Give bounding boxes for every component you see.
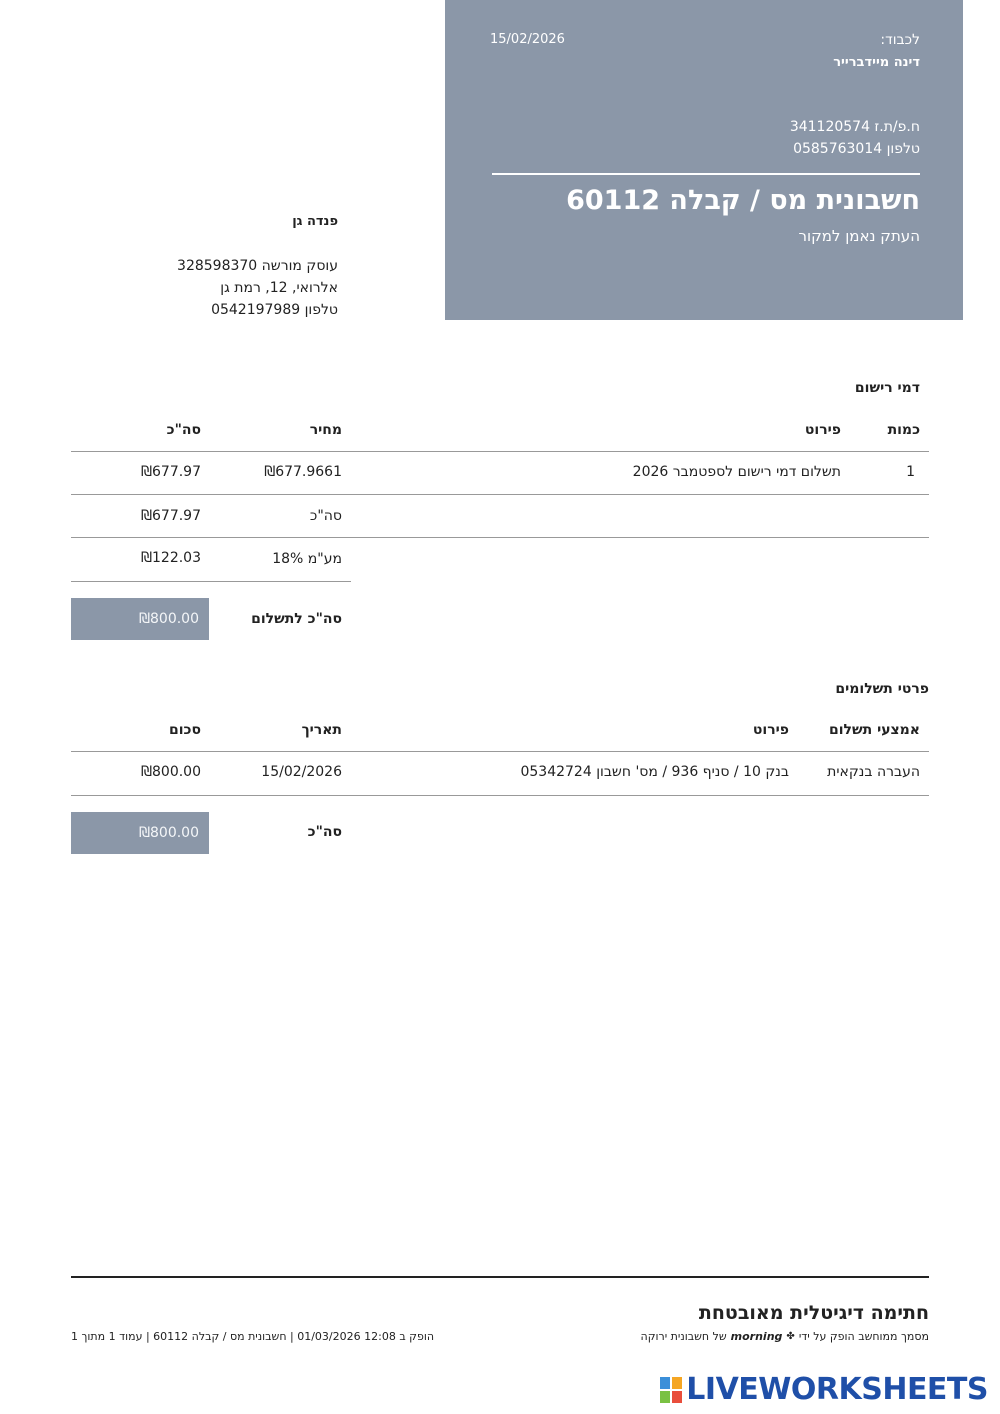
- col-header-method: אמצעי תשלום: [829, 722, 920, 738]
- col-header-total: סה"כ: [166, 422, 201, 438]
- document-date: 15/02/2026: [490, 32, 565, 47]
- item-price: ₪677.9661: [264, 464, 342, 480]
- generated-brand: morning: [730, 1330, 783, 1343]
- customer-phone: טלפון 0585763014: [793, 141, 920, 157]
- vat-label: מע"מ 18%: [272, 551, 342, 567]
- item-desc: תשלום דמי רישום לספטמבר 2026: [632, 464, 841, 480]
- header-divider: [492, 173, 920, 175]
- digital-signature-title: חתימה דיגיטלית מאובטחת: [698, 1302, 929, 1324]
- live-cubes-icon: [660, 1377, 682, 1403]
- seller-address: אלרואי, 12, רמת גן: [220, 280, 338, 296]
- footer-divider: [71, 1276, 929, 1278]
- seller-license: עוסק מורשה 328598370: [177, 258, 338, 274]
- customer-id: ח.פ/ת.ז 341120574: [789, 119, 920, 135]
- generated-suffix: של חשבונית ירוקה: [640, 1330, 727, 1343]
- col-header-date: תאריך: [301, 722, 342, 738]
- payments-section-title: פרטי תשלומים: [835, 681, 929, 697]
- col-header-pay-desc: פירוט: [752, 722, 789, 738]
- col-header-desc: פירוט: [804, 422, 841, 438]
- table-divider: [71, 795, 929, 796]
- document-title: חשבונית מס / קבלה 60112: [566, 185, 920, 216]
- generated-prefix: מסמך ממוחשב הופק על ידי: [798, 1330, 929, 1343]
- payments-total-value: ₪800.00: [71, 812, 209, 854]
- table-divider: [71, 751, 929, 752]
- table-divider: [71, 451, 929, 452]
- col-header-qty: כמות: [887, 422, 920, 438]
- document-meta: הופק ב 12:08 01/03/2026 | חשבונית מס / קבלה 60112 | עמוד 1 מתוך 1: [71, 1330, 435, 1343]
- item-total: ₪677.97: [141, 464, 201, 480]
- payment-date: 15/02/2026: [261, 764, 342, 780]
- to-label: לכבוד:: [880, 32, 920, 48]
- subtotal-value: ₪677.97: [141, 508, 201, 524]
- vat-value: ₪122.03: [141, 550, 201, 566]
- morning-logo-icon: ✤: [786, 1331, 795, 1342]
- grand-total-label: סה"כ לתשלום: [251, 611, 342, 627]
- subtotal-label: סה"כ: [309, 508, 342, 524]
- document-header: [445, 0, 963, 320]
- item-qty: 1: [906, 464, 915, 480]
- table-divider: [71, 581, 351, 582]
- payments-total-label: סה"כ: [307, 824, 342, 840]
- seller-name: פנדה גן: [292, 214, 338, 229]
- table-divider: [71, 494, 929, 495]
- col-header-price: מחיר: [309, 422, 342, 438]
- liveworksheets-text: LIVEWORKSHEETS: [686, 1372, 988, 1407]
- grand-total-value: ₪800.00: [71, 598, 209, 640]
- customer-name: דינה מיידברייר: [833, 55, 920, 70]
- payment-desc: בנק 10 / סניף 936 / מס' חשבון 05342724: [520, 764, 789, 780]
- liveworksheets-logo: [660, 1372, 988, 1407]
- table-divider: [71, 537, 929, 538]
- seller-phone: טלפון 0542197989: [211, 302, 338, 318]
- generated-by: [641, 1330, 929, 1343]
- items-section-title: דמי רישום: [854, 380, 920, 396]
- col-header-amount: סכום: [169, 722, 201, 738]
- payment-amount: ₪800.00: [141, 764, 201, 780]
- document-subtitle: העתק נאמן למקור: [798, 227, 920, 245]
- payment-method: העברה בנקאית: [827, 764, 920, 780]
